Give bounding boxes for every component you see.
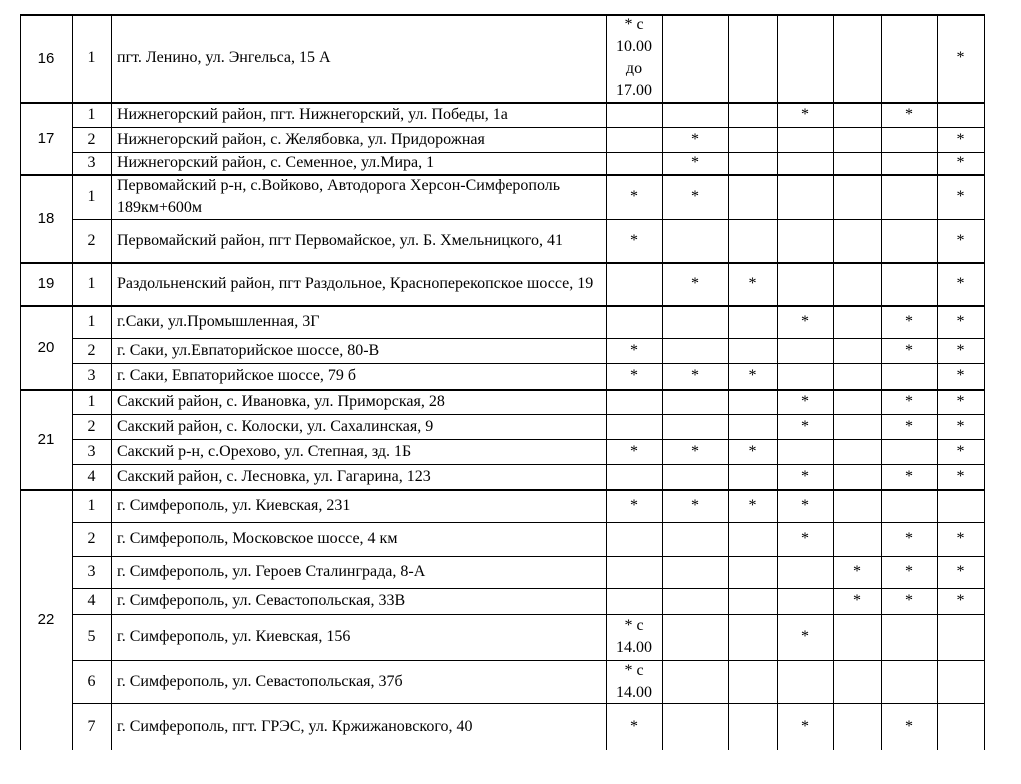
schedule-mark-4	[777, 588, 833, 614]
column-rule	[728, 14, 729, 750]
group-number: 21	[37, 430, 55, 448]
schedule-mark-6	[881, 152, 937, 174]
schedule-mark-1	[606, 305, 662, 338]
schedule-mark-4	[777, 14, 833, 102]
schedule-mark-1	[606, 556, 662, 588]
row-subnumber: 2	[87, 341, 96, 359]
schedule-mark-2	[662, 338, 728, 363]
row-rule	[72, 660, 985, 661]
schedule-mark-6: *	[905, 563, 913, 580]
schedule-mark-4	[777, 338, 833, 363]
schedule-mark-2	[662, 614, 728, 660]
row-subnumber: 1	[87, 312, 96, 330]
schedule-mark-7: *	[956, 467, 965, 485]
row-subnumber: 2	[87, 530, 96, 547]
group-number: 22	[37, 611, 55, 628]
address-cell: г. Симферополь, ул. Киевская, 156	[117, 628, 351, 645]
row-rule	[72, 219, 985, 220]
schedule-mark-5	[833, 464, 881, 489]
column-rule	[777, 14, 778, 750]
schedule-mark-3	[728, 305, 777, 338]
row-subnumber: 1	[87, 187, 96, 205]
schedule-mark-6: *	[905, 530, 913, 547]
schedule-mark-2: *	[691, 274, 699, 292]
group-number: 20	[37, 338, 55, 356]
row-subnumber: 1	[87, 274, 96, 292]
group-number: 19	[37, 275, 55, 292]
schedule-mark-7: *	[956, 442, 965, 460]
row-subnumber: 3	[87, 367, 96, 384]
schedule-mark-5	[833, 389, 881, 414]
group-rule	[20, 389, 985, 391]
address-cell: Первомайский р-н, с.Войково, Автодорога Херсон-Симферополь 189км+600м	[117, 176, 561, 216]
row-rule	[72, 464, 985, 465]
schedule-mark-6: *	[905, 467, 913, 485]
schedule-mark-2	[662, 102, 728, 127]
group-rule	[20, 489, 985, 491]
schedule-mark-2: *	[691, 367, 699, 384]
row-rule	[72, 614, 985, 615]
schedule-mark-4: *	[801, 467, 809, 485]
schedule-mark-1: *	[630, 367, 638, 384]
schedule-mark-7: *	[956, 231, 965, 249]
schedule-mark-3	[728, 152, 777, 174]
schedule-mark-4: *	[801, 392, 809, 410]
address-cell: г. Симферополь, ул. Киевская, 231	[117, 496, 351, 514]
address-cell: г. Саки, ул.Евпаторийское шоссе, 80-В	[117, 341, 380, 359]
group-rule	[20, 174, 985, 176]
schedule-mark-1: *	[630, 187, 638, 205]
group-number: 17	[37, 129, 55, 147]
schedule-mark-5	[833, 703, 881, 750]
schedule-mark-3	[728, 414, 777, 439]
schedule-mark-5	[833, 14, 881, 102]
address-cell: г. Симферополь, пгт. ГРЭС, ул. Кржижановского, 40	[117, 717, 473, 735]
schedule-mark-2: *	[691, 442, 699, 460]
schedule-mark-5	[833, 363, 881, 389]
schedule-mark-4: *	[801, 628, 809, 645]
schedule-mark-4: *	[801, 105, 809, 123]
schedule-mark-1	[606, 464, 662, 489]
row-rule	[72, 363, 985, 364]
schedule-mark-4: *	[801, 312, 809, 330]
schedule-mark-2	[662, 660, 728, 703]
address-cell: Первомайский район, пгт Первомайское, ул. Б. Хмельницкого, 41	[117, 231, 563, 249]
schedule-mark-3: *	[748, 367, 757, 384]
schedule-mark-2	[662, 414, 728, 439]
schedule-mark-6: *	[905, 341, 913, 359]
schedule-mark-1: * с 10.00 до 17.00	[616, 16, 652, 99]
group-number: 18	[37, 209, 55, 227]
column-rule	[662, 14, 663, 750]
schedule-mark-1	[606, 127, 662, 152]
address-cell: пгт. Ленино, ул. Энгельса, 15 А	[117, 49, 331, 66]
schedule-mark-1: * с 14.00	[616, 661, 652, 701]
schedule-mark-1: *	[630, 231, 638, 249]
schedule-mark-3	[728, 660, 777, 703]
schedule-mark-2	[662, 305, 728, 338]
schedule-mark-6	[881, 489, 937, 522]
schedule-mark-4	[777, 219, 833, 262]
schedule-mark-7: *	[956, 530, 965, 547]
schedule-mark-3	[728, 102, 777, 127]
group-rule	[20, 14, 985, 16]
schedule-mark-2	[662, 703, 728, 750]
schedule-mark-6: *	[905, 392, 913, 410]
schedule-mark-2	[662, 588, 728, 614]
schedule-mark-5: *	[853, 592, 861, 609]
schedule-mark-3: *	[748, 496, 757, 514]
column-rule	[20, 14, 21, 750]
schedule-mark-1: *	[630, 341, 638, 359]
row-rule	[72, 556, 985, 557]
schedule-mark-1	[606, 262, 662, 305]
row-rule	[72, 338, 985, 339]
schedule-mark-5	[833, 489, 881, 522]
schedule-mark-3: *	[748, 274, 757, 292]
schedule-mark-3	[728, 556, 777, 588]
row-subnumber: 4	[87, 467, 96, 485]
schedule-mark-3	[728, 588, 777, 614]
schedule-mark-5	[833, 102, 881, 127]
group-rule	[20, 305, 985, 307]
row-subnumber: 2	[87, 417, 96, 435]
column-rule	[984, 14, 985, 750]
schedule-mark-6: *	[905, 592, 913, 609]
schedule-mark-5	[833, 219, 881, 262]
schedule-mark-3	[728, 464, 777, 489]
schedule-mark-7: *	[956, 417, 965, 435]
schedule-mark-7: *	[956, 392, 965, 410]
schedule-mark-6: *	[905, 417, 913, 435]
schedule-mark-7	[937, 660, 984, 703]
address-cell: Сакский район, с. Колоски, ул. Сахалинская, 9	[117, 417, 434, 435]
schedule-mark-6	[881, 262, 937, 305]
schedule-mark-7: *	[956, 274, 965, 292]
schedule-mark-1: * с 14.00	[616, 617, 652, 656]
schedule-mark-5	[833, 127, 881, 152]
schedule-mark-7	[937, 614, 984, 660]
row-subnumber: 1	[87, 496, 96, 514]
schedule-mark-2	[662, 522, 728, 556]
schedule-mark-3	[728, 14, 777, 102]
row-rule	[72, 703, 985, 704]
schedule-mark-6	[881, 174, 937, 219]
schedule-mark-7: *	[956, 592, 965, 609]
schedule-mark-6: *	[905, 312, 913, 330]
schedule-mark-3	[728, 127, 777, 152]
row-rule	[72, 588, 985, 589]
address-cell: г. Саки, Евпаторийское шоссе, 79 б	[117, 367, 357, 384]
schedule-mark-2: *	[691, 187, 699, 205]
column-rule	[72, 14, 73, 750]
row-subnumber: 7	[87, 717, 96, 735]
address-cell: г. Симферополь, Московское шоссе, 4 км	[117, 530, 398, 547]
schedule-mark-4	[777, 262, 833, 305]
address-cell: г. Симферополь, ул. Севастопольская, 37б	[117, 672, 403, 690]
address-cell: г. Симферополь, ул. Севастопольская, 33В	[117, 592, 406, 609]
row-rule	[72, 522, 985, 523]
schedule-mark-1: *	[630, 496, 638, 514]
schedule-mark-6	[881, 14, 937, 102]
group-number: 16	[37, 49, 55, 67]
schedule-mark-7: *	[956, 341, 965, 359]
schedule-mark-6	[881, 219, 937, 262]
schedule-mark-3	[728, 614, 777, 660]
schedule-mark-6	[881, 363, 937, 389]
schedule-mark-7	[937, 703, 984, 750]
schedule-mark-4	[777, 556, 833, 588]
schedule-mark-1: *	[630, 717, 638, 735]
schedule-mark-3	[728, 174, 777, 219]
address-cell: Сакский район, с. Ивановка, ул. Приморская, 28	[117, 392, 445, 410]
row-subnumber: 4	[87, 592, 96, 609]
schedule-mark-7: *	[956, 49, 965, 66]
schedule-mark-4	[777, 363, 833, 389]
schedule-mark-7: *	[956, 154, 965, 171]
column-rule	[833, 14, 834, 750]
schedule-mark-5	[833, 522, 881, 556]
schedule-mark-1	[606, 522, 662, 556]
address-cell: Нижнегорский район, с. Семенное, ул.Мира, 1	[117, 154, 435, 171]
group-rule	[20, 262, 985, 264]
row-rule	[72, 152, 985, 153]
schedule-mark-7	[937, 489, 984, 522]
schedule-mark-2: *	[691, 496, 699, 514]
schedule-mark-5	[833, 262, 881, 305]
schedule-mark-6	[881, 439, 937, 464]
schedule-mark-4	[777, 127, 833, 152]
schedule-mark-4	[777, 660, 833, 703]
row-subnumber: 5	[87, 628, 96, 645]
address-cell: Сакский район, с. Лесновка, ул. Гагарина, 123	[117, 467, 431, 485]
column-rule	[881, 14, 882, 750]
schedule-mark-3: *	[748, 442, 757, 460]
schedule-mark-3	[728, 219, 777, 262]
schedule-mark-4	[777, 439, 833, 464]
row-subnumber: 6	[87, 672, 96, 690]
address-cell: г. Симферополь, ул. Героев Сталинграда, 8-А	[117, 563, 426, 580]
schedule-mark-1: *	[630, 442, 638, 460]
schedule-mark-7: *	[956, 187, 965, 205]
schedule-mark-2	[662, 219, 728, 262]
column-rule	[606, 14, 607, 750]
schedule-mark-2: *	[691, 130, 699, 148]
schedule-mark-5	[833, 338, 881, 363]
schedule-mark-6: *	[905, 105, 913, 123]
schedule-mark-5: *	[853, 563, 861, 580]
schedule-mark-6	[881, 614, 937, 660]
schedule-mark-5	[833, 414, 881, 439]
column-rule	[111, 14, 112, 750]
schedule-mark-5	[833, 614, 881, 660]
schedule-mark-7: *	[956, 367, 965, 384]
schedule-mark-1	[606, 102, 662, 127]
schedule-mark-2: *	[691, 154, 699, 171]
schedule-mark-7: *	[956, 312, 965, 330]
schedule-mark-1	[606, 414, 662, 439]
schedule-mark-7: *	[956, 130, 965, 148]
schedule-mark-6: *	[905, 717, 913, 735]
schedule-mark-2	[662, 14, 728, 102]
schedule-mark-6	[881, 127, 937, 152]
row-subnumber: 3	[87, 563, 96, 580]
schedule-mark-4	[777, 152, 833, 174]
group-rule	[20, 102, 985, 104]
row-subnumber: 1	[87, 105, 96, 123]
schedule-mark-1	[606, 588, 662, 614]
row-rule	[72, 127, 985, 128]
schedule-mark-3	[728, 703, 777, 750]
address-cell: Раздольненский район, пгт Раздольное, Красноперекопское шоссе, 19	[117, 274, 594, 292]
row-subnumber: 3	[87, 154, 96, 171]
row-subnumber: 1	[87, 392, 96, 410]
schedule-mark-3	[728, 338, 777, 363]
schedule-mark-2	[662, 556, 728, 588]
schedule-mark-4: *	[801, 717, 809, 735]
schedule-mark-5	[833, 152, 881, 174]
schedule-mark-3	[728, 522, 777, 556]
row-subnumber: 2	[87, 130, 96, 148]
row-rule	[72, 414, 985, 415]
schedule-mark-5	[833, 174, 881, 219]
schedule-mark-5	[833, 660, 881, 703]
schedule-mark-4: *	[801, 417, 809, 435]
schedule-mark-5	[833, 305, 881, 338]
row-subnumber: 1	[87, 49, 96, 66]
schedule-mark-5	[833, 439, 881, 464]
schedule-mark-7: *	[956, 563, 965, 580]
address-cell: Нижнегорский район, пгт. Нижнегорский, ул. Победы, 1а	[117, 105, 508, 123]
schedule-mark-1	[606, 389, 662, 414]
row-rule	[72, 439, 985, 440]
schedule-mark-2	[662, 389, 728, 414]
schedule-mark-4: *	[801, 496, 809, 514]
row-subnumber: 2	[87, 231, 96, 249]
schedule-mark-2	[662, 464, 728, 489]
column-rule	[937, 14, 938, 750]
address-cell: г.Саки, ул.Промышленная, 3Г	[117, 312, 320, 330]
address-cell: Сакский р-н, с.Орехово, ул. Степная, зд. 1Б	[117, 442, 412, 460]
schedule-mark-7	[937, 102, 984, 127]
address-cell: Нижнегорский район, с. Желябовка, ул. Придорожная	[117, 130, 485, 148]
schedule-mark-4: *	[801, 530, 809, 547]
schedule-mark-6	[881, 660, 937, 703]
schedule-mark-1	[606, 152, 662, 174]
schedule-mark-4	[777, 174, 833, 219]
row-subnumber: 3	[87, 442, 96, 460]
schedule-mark-3	[728, 389, 777, 414]
